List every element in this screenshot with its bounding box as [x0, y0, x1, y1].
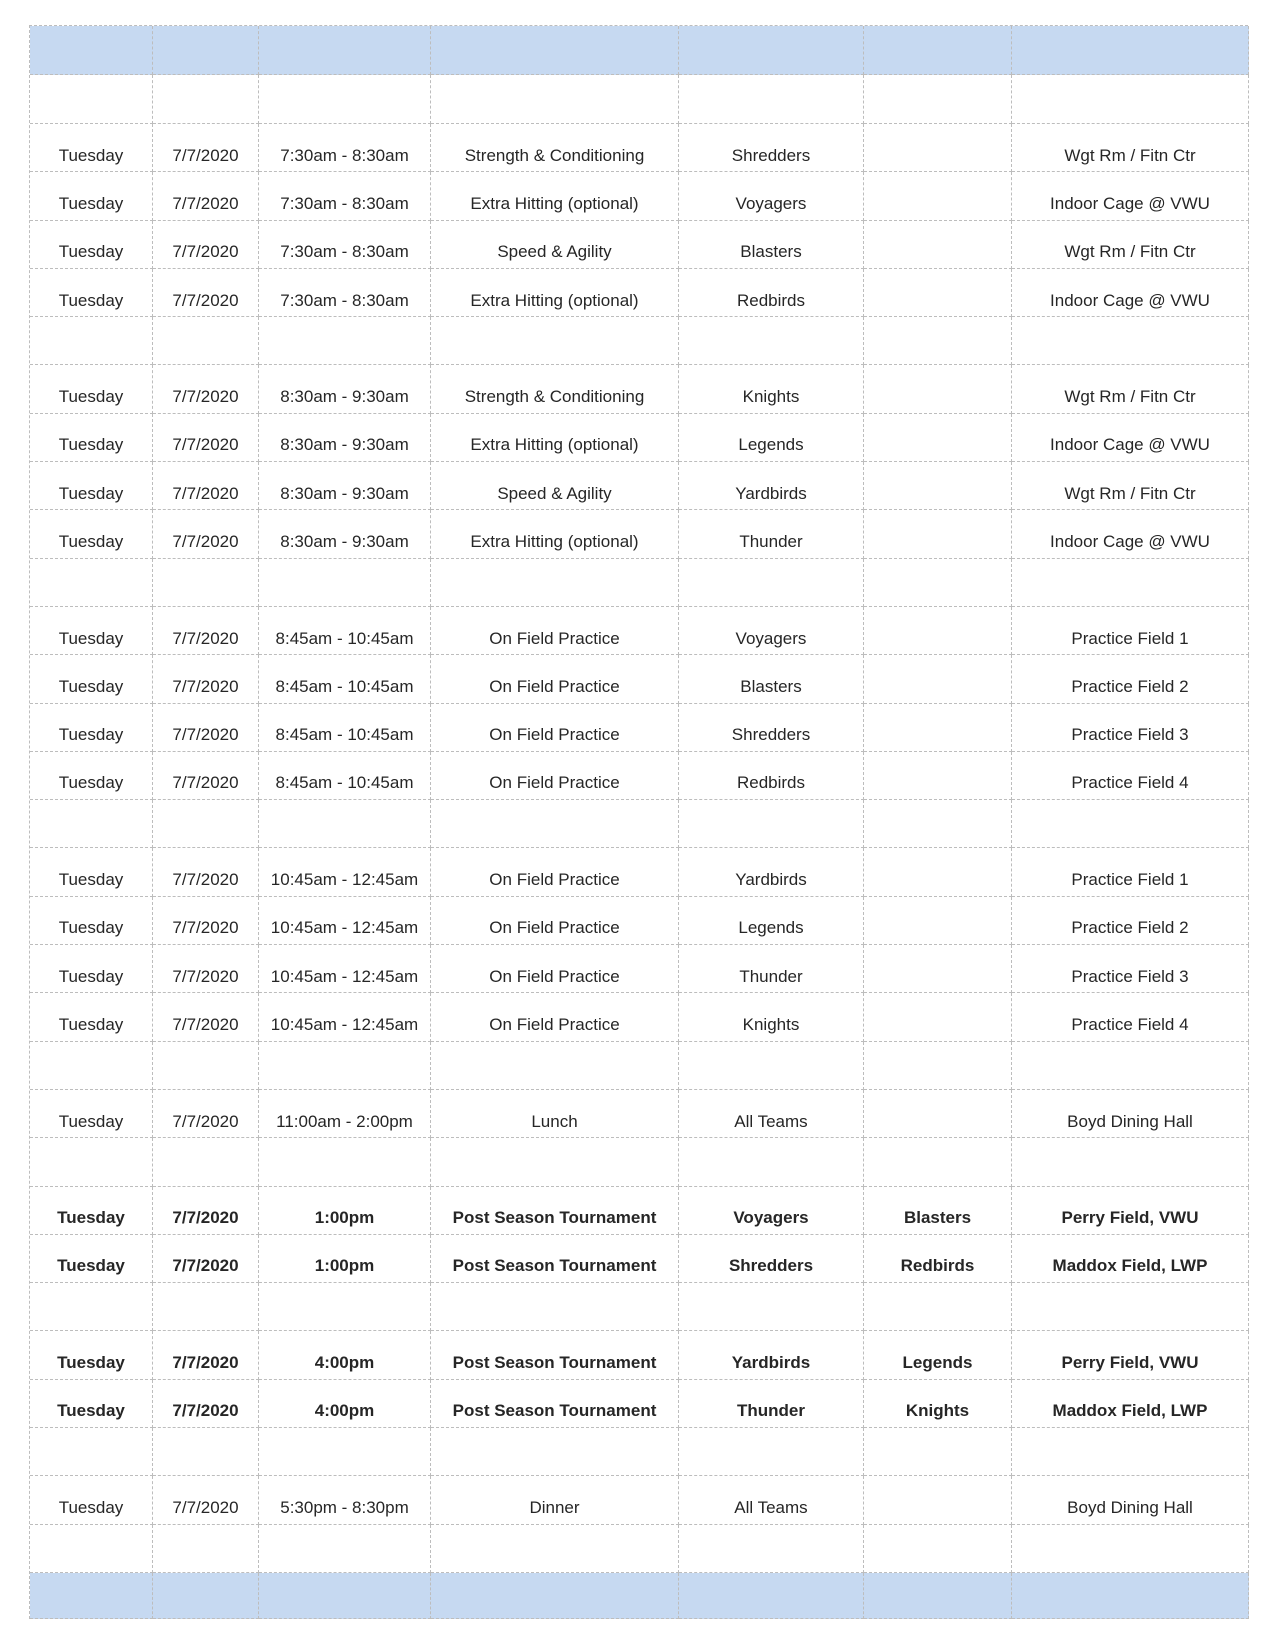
- cell-team: Knights: [679, 365, 864, 413]
- cell-location: [1012, 559, 1249, 607]
- cell-time: 4:00pm: [259, 1331, 431, 1379]
- cell-team: Yardbirds: [679, 1331, 864, 1379]
- cell-location: Boyd Dining Hall: [1012, 1476, 1249, 1524]
- cell-activity: [431, 800, 679, 848]
- cell-team: [679, 559, 864, 607]
- cell-activity: Speed & Agility: [431, 221, 679, 269]
- cell-day: Tuesday: [30, 365, 153, 413]
- cell-time: [259, 1525, 431, 1573]
- band-cell: [1012, 26, 1249, 75]
- cell-opponent: [864, 317, 1012, 365]
- band-cell: [153, 1573, 259, 1619]
- cell-day: Tuesday: [30, 945, 153, 993]
- cell-date: 7/7/2020: [153, 655, 259, 703]
- cell-location: Practice Field 4: [1012, 993, 1249, 1041]
- cell-time: 7:30am - 8:30am: [259, 124, 431, 172]
- cell-time: [259, 317, 431, 365]
- cell-team: [679, 75, 864, 124]
- footer-band: [30, 1573, 1249, 1619]
- cell-activity: Extra Hitting (optional): [431, 269, 679, 317]
- cell-activity: Extra Hitting (optional): [431, 414, 679, 462]
- cell-activity: [431, 559, 679, 607]
- cell-time: [259, 800, 431, 848]
- table-row: [30, 993, 1249, 1041]
- cell-day: Tuesday: [30, 897, 153, 945]
- cell-day: [30, 559, 153, 607]
- table-row: [30, 848, 1249, 896]
- cell-team: Legends: [679, 414, 864, 462]
- cell-team: Shredders: [679, 124, 864, 172]
- cell-time: 8:30am - 9:30am: [259, 462, 431, 510]
- cell-day: Tuesday: [30, 993, 153, 1041]
- cell-date: 7/7/2020: [153, 365, 259, 413]
- cell-team: Voyagers: [679, 1187, 864, 1235]
- cell-team: [679, 1428, 864, 1476]
- cell-activity: [431, 1138, 679, 1186]
- cell-team: Blasters: [679, 655, 864, 703]
- cell-opponent: [864, 1476, 1012, 1524]
- cell-day: [30, 1525, 153, 1573]
- cell-location: [1012, 75, 1249, 124]
- cell-activity: [431, 1428, 679, 1476]
- cell-activity: Strength & Conditioning: [431, 124, 679, 172]
- cell-opponent: Knights: [864, 1380, 1012, 1428]
- cell-team: [679, 800, 864, 848]
- band-cell: [30, 26, 153, 75]
- cell-opponent: [864, 124, 1012, 172]
- cell-opponent: [864, 993, 1012, 1041]
- cell-opponent: Blasters: [864, 1187, 1012, 1235]
- cell-date: 7/7/2020: [153, 1235, 259, 1283]
- cell-date: 7/7/2020: [153, 945, 259, 993]
- table-row: [30, 1476, 1249, 1524]
- cell-day: [30, 75, 153, 124]
- cell-day: Tuesday: [30, 172, 153, 220]
- cell-opponent: [864, 897, 1012, 945]
- table-row: [30, 462, 1249, 510]
- cell-team: Shredders: [679, 1235, 864, 1283]
- band-cell: [679, 1573, 864, 1619]
- table-row: [30, 221, 1249, 269]
- cell-location: Indoor Cage @ VWU: [1012, 172, 1249, 220]
- table-row: [30, 124, 1249, 172]
- cell-location: Indoor Cage @ VWU: [1012, 414, 1249, 462]
- table-row: [30, 945, 1249, 993]
- cell-day: Tuesday: [30, 752, 153, 800]
- cell-time: 11:00am - 2:00pm: [259, 1090, 431, 1138]
- table-row: [30, 1187, 1249, 1235]
- cell-day: Tuesday: [30, 1187, 153, 1235]
- cell-date: 7/7/2020: [153, 848, 259, 896]
- cell-time: 8:45am - 10:45am: [259, 607, 431, 655]
- cell-time: 4:00pm: [259, 1380, 431, 1428]
- cell-day: [30, 1428, 153, 1476]
- cell-activity: [431, 1042, 679, 1090]
- cell-time: 7:30am - 8:30am: [259, 269, 431, 317]
- table-row: [30, 510, 1249, 558]
- cell-day: Tuesday: [30, 414, 153, 462]
- table-row: [30, 704, 1249, 752]
- cell-day: [30, 1138, 153, 1186]
- cell-opponent: Legends: [864, 1331, 1012, 1379]
- cell-day: Tuesday: [30, 704, 153, 752]
- band-cell: [431, 1573, 679, 1619]
- cell-team: Legends: [679, 897, 864, 945]
- band-cell: [431, 26, 679, 75]
- cell-team: [679, 317, 864, 365]
- cell-time: [259, 559, 431, 607]
- cell-opponent: [864, 655, 1012, 703]
- cell-team: Voyagers: [679, 172, 864, 220]
- cell-activity: [431, 75, 679, 124]
- table-row: [30, 1331, 1249, 1379]
- cell-day: Tuesday: [30, 462, 153, 510]
- cell-opponent: [864, 1283, 1012, 1331]
- cell-day: [30, 800, 153, 848]
- cell-activity: Dinner: [431, 1476, 679, 1524]
- cell-team: Thunder: [679, 1380, 864, 1428]
- cell-time: 10:45am - 12:45am: [259, 945, 431, 993]
- cell-team: Voyagers: [679, 607, 864, 655]
- cell-date: 7/7/2020: [153, 1476, 259, 1524]
- cell-time: 1:00pm: [259, 1235, 431, 1283]
- cell-date: 7/7/2020: [153, 1331, 259, 1379]
- cell-location: Maddox Field, LWP: [1012, 1235, 1249, 1283]
- cell-team: [679, 1138, 864, 1186]
- cell-time: 8:30am - 9:30am: [259, 510, 431, 558]
- band-cell: [864, 1573, 1012, 1619]
- cell-opponent: [864, 1090, 1012, 1138]
- cell-date: [153, 1138, 259, 1186]
- cell-date: [153, 559, 259, 607]
- cell-location: Practice Field 2: [1012, 655, 1249, 703]
- cell-activity: On Field Practice: [431, 607, 679, 655]
- cell-date: [153, 1042, 259, 1090]
- cell-opponent: [864, 752, 1012, 800]
- cell-location: Practice Field 3: [1012, 945, 1249, 993]
- cell-location: Boyd Dining Hall: [1012, 1090, 1249, 1138]
- cell-date: 7/7/2020: [153, 607, 259, 655]
- cell-date: 7/7/2020: [153, 993, 259, 1041]
- cell-date: [153, 1283, 259, 1331]
- cell-team: Yardbirds: [679, 462, 864, 510]
- band-cell: [30, 1573, 153, 1619]
- cell-activity: On Field Practice: [431, 945, 679, 993]
- cell-day: [30, 1042, 153, 1090]
- cell-opponent: [864, 75, 1012, 124]
- band-cell: [679, 26, 864, 75]
- cell-opponent: [864, 414, 1012, 462]
- cell-opponent: [864, 607, 1012, 655]
- cell-date: [153, 317, 259, 365]
- table-row: [30, 1090, 1249, 1138]
- cell-time: [259, 1428, 431, 1476]
- cell-team: Shredders: [679, 704, 864, 752]
- cell-day: Tuesday: [30, 1476, 153, 1524]
- cell-date: 7/7/2020: [153, 510, 259, 558]
- cell-activity: [431, 1283, 679, 1331]
- cell-team: Thunder: [679, 510, 864, 558]
- table-row: [30, 172, 1249, 220]
- cell-day: Tuesday: [30, 510, 153, 558]
- cell-time: 8:45am - 10:45am: [259, 704, 431, 752]
- cell-day: Tuesday: [30, 124, 153, 172]
- cell-team: Redbirds: [679, 752, 864, 800]
- cell-day: Tuesday: [30, 1380, 153, 1428]
- cell-day: Tuesday: [30, 1331, 153, 1379]
- table-row: [30, 414, 1249, 462]
- blank-row: [30, 1525, 1249, 1573]
- cell-time: 10:45am - 12:45am: [259, 993, 431, 1041]
- band-cell: [259, 26, 431, 75]
- cell-location: Practice Field 2: [1012, 897, 1249, 945]
- cell-team: [679, 1525, 864, 1573]
- table-row: [30, 269, 1249, 317]
- cell-opponent: [864, 1428, 1012, 1476]
- cell-team: Redbirds: [679, 269, 864, 317]
- cell-time: 8:45am - 10:45am: [259, 752, 431, 800]
- cell-location: Indoor Cage @ VWU: [1012, 510, 1249, 558]
- cell-activity: Speed & Agility: [431, 462, 679, 510]
- cell-date: 7/7/2020: [153, 704, 259, 752]
- blank-row: [30, 317, 1249, 365]
- cell-time: 10:45am - 12:45am: [259, 848, 431, 896]
- cell-activity: On Field Practice: [431, 655, 679, 703]
- cell-team: All Teams: [679, 1476, 864, 1524]
- cell-time: 8:45am - 10:45am: [259, 655, 431, 703]
- cell-time: 8:30am - 9:30am: [259, 414, 431, 462]
- cell-day: Tuesday: [30, 607, 153, 655]
- cell-location: [1012, 800, 1249, 848]
- cell-team: Blasters: [679, 221, 864, 269]
- cell-activity: On Field Practice: [431, 848, 679, 896]
- cell-opponent: [864, 1138, 1012, 1186]
- cell-date: [153, 1428, 259, 1476]
- cell-location: [1012, 317, 1249, 365]
- cell-activity: On Field Practice: [431, 704, 679, 752]
- cell-activity: Lunch: [431, 1090, 679, 1138]
- cell-activity: [431, 1525, 679, 1573]
- cell-location: [1012, 1283, 1249, 1331]
- cell-time: 7:30am - 8:30am: [259, 172, 431, 220]
- cell-location: [1012, 1428, 1249, 1476]
- cell-opponent: [864, 848, 1012, 896]
- blank-row: [30, 1428, 1249, 1476]
- blank-row: [30, 559, 1249, 607]
- cell-activity: On Field Practice: [431, 897, 679, 945]
- blank-row: [30, 1042, 1249, 1090]
- blank-row: [30, 75, 1249, 124]
- cell-date: [153, 75, 259, 124]
- cell-opponent: [864, 221, 1012, 269]
- cell-day: Tuesday: [30, 1090, 153, 1138]
- table-row: [30, 1235, 1249, 1283]
- cell-date: 7/7/2020: [153, 462, 259, 510]
- cell-time: 10:45am - 12:45am: [259, 897, 431, 945]
- cell-time: [259, 1042, 431, 1090]
- cell-location: Wgt Rm / Fitn Ctr: [1012, 365, 1249, 413]
- band-cell: [259, 1573, 431, 1619]
- cell-location: [1012, 1138, 1249, 1186]
- cell-day: Tuesday: [30, 269, 153, 317]
- cell-time: [259, 75, 431, 124]
- cell-opponent: [864, 1525, 1012, 1573]
- cell-location: Practice Field 4: [1012, 752, 1249, 800]
- schedule-table: [29, 25, 1248, 1619]
- blank-row: [30, 1283, 1249, 1331]
- cell-opponent: [864, 704, 1012, 752]
- cell-day: [30, 1283, 153, 1331]
- cell-date: [153, 800, 259, 848]
- cell-location: Wgt Rm / Fitn Ctr: [1012, 462, 1249, 510]
- cell-date: 7/7/2020: [153, 269, 259, 317]
- table-row: [30, 897, 1249, 945]
- cell-date: [153, 1525, 259, 1573]
- cell-activity: Post Season Tournament: [431, 1380, 679, 1428]
- cell-location: [1012, 1525, 1249, 1573]
- cell-time: 5:30pm - 8:30pm: [259, 1476, 431, 1524]
- cell-location: Practice Field 1: [1012, 607, 1249, 655]
- cell-time: 1:00pm: [259, 1187, 431, 1235]
- band-cell: [864, 26, 1012, 75]
- cell-activity: On Field Practice: [431, 752, 679, 800]
- cell-team: [679, 1283, 864, 1331]
- cell-day: Tuesday: [30, 1235, 153, 1283]
- cell-location: Perry Field, VWU: [1012, 1187, 1249, 1235]
- cell-date: 7/7/2020: [153, 414, 259, 462]
- cell-opponent: [864, 365, 1012, 413]
- table-row: [30, 655, 1249, 703]
- cell-activity: Post Season Tournament: [431, 1235, 679, 1283]
- cell-team: [679, 1042, 864, 1090]
- table-row: [30, 365, 1249, 413]
- cell-opponent: [864, 269, 1012, 317]
- cell-opponent: [864, 800, 1012, 848]
- cell-location: Perry Field, VWU: [1012, 1331, 1249, 1379]
- cell-date: 7/7/2020: [153, 1187, 259, 1235]
- cell-team: Thunder: [679, 945, 864, 993]
- table-row: [30, 752, 1249, 800]
- table-row: [30, 607, 1249, 655]
- band-cell: [1012, 1573, 1249, 1619]
- cell-day: [30, 317, 153, 365]
- cell-time: [259, 1138, 431, 1186]
- cell-activity: On Field Practice: [431, 993, 679, 1041]
- cell-date: 7/7/2020: [153, 897, 259, 945]
- cell-opponent: [864, 510, 1012, 558]
- cell-day: Tuesday: [30, 848, 153, 896]
- cell-activity: Post Season Tournament: [431, 1187, 679, 1235]
- cell-activity: [431, 317, 679, 365]
- cell-team: Knights: [679, 993, 864, 1041]
- cell-location: Practice Field 3: [1012, 704, 1249, 752]
- cell-date: 7/7/2020: [153, 172, 259, 220]
- cell-date: 7/7/2020: [153, 1380, 259, 1428]
- cell-team: All Teams: [679, 1090, 864, 1138]
- cell-time: [259, 1283, 431, 1331]
- cell-location: Wgt Rm / Fitn Ctr: [1012, 221, 1249, 269]
- cell-opponent: Redbirds: [864, 1235, 1012, 1283]
- cell-opponent: [864, 559, 1012, 607]
- blank-row: [30, 800, 1249, 848]
- cell-team: Yardbirds: [679, 848, 864, 896]
- cell-date: 7/7/2020: [153, 1090, 259, 1138]
- band-cell: [153, 26, 259, 75]
- cell-opponent: [864, 945, 1012, 993]
- cell-activity: Post Season Tournament: [431, 1331, 679, 1379]
- cell-day: Tuesday: [30, 221, 153, 269]
- table-row: [30, 1380, 1249, 1428]
- cell-activity: Strength & Conditioning: [431, 365, 679, 413]
- cell-location: Indoor Cage @ VWU: [1012, 269, 1249, 317]
- cell-date: 7/7/2020: [153, 124, 259, 172]
- cell-location: Wgt Rm / Fitn Ctr: [1012, 124, 1249, 172]
- cell-location: [1012, 1042, 1249, 1090]
- cell-location: Practice Field 1: [1012, 848, 1249, 896]
- table-body: [30, 75, 1248, 1573]
- cell-opponent: [864, 1042, 1012, 1090]
- cell-date: 7/7/2020: [153, 221, 259, 269]
- cell-opponent: [864, 462, 1012, 510]
- cell-time: 7:30am - 8:30am: [259, 221, 431, 269]
- cell-opponent: [864, 172, 1012, 220]
- cell-activity: Extra Hitting (optional): [431, 510, 679, 558]
- cell-day: Tuesday: [30, 655, 153, 703]
- cell-activity: Extra Hitting (optional): [431, 172, 679, 220]
- blank-row: [30, 1138, 1249, 1186]
- cell-date: 7/7/2020: [153, 752, 259, 800]
- cell-location: Maddox Field, LWP: [1012, 1380, 1249, 1428]
- cell-time: 8:30am - 9:30am: [259, 365, 431, 413]
- header-band: [30, 26, 1249, 75]
